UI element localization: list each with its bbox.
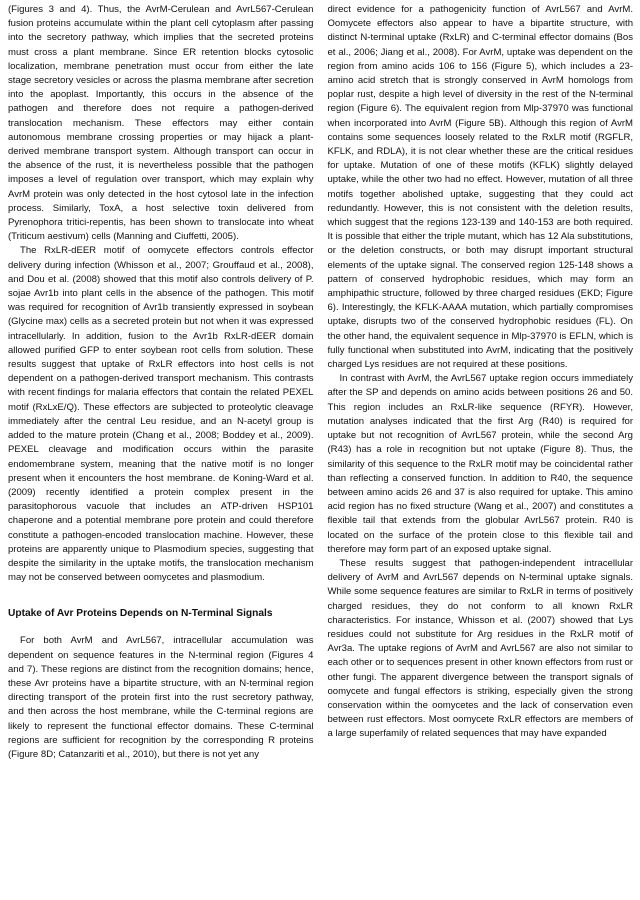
body-paragraph: In contrast with AvrM, the AvrL567 uptake region occurs immediately after the SP and depends on amino acids between positions 26 and 50. This region includes an RxLR-like sequence (RFYR). However, mutation analyses indicated that the first Arg (R40) is required for uptake but not recognition of AvrL567 protein, while the second Arg (R43) has a role in recognition but not uptake (Figure 8). Thus, the similarity of this sequence to the RxLR motif may be coincidental rather than reflecting a conserved function. In addition to R40, the sequence between amino acids 26 and 37 is also required for uptake. This amino acid region has no fixed structure (Wang et al., 2007) and constitutes a flexible tail that extends from the globular AvrL567 protein. R40 is located on the surface of the protein close to this flexible tail and therefore may form part of an exposed uptake signal. — [327, 373, 633, 555]
body-paragraph: (Figures 3 and 4). Thus, the AvrM-Cerulean and AvrL567-Cerulean fusion proteins accumulate within the plant cell cytoplasm after passing into the secretory pathway, which implies that the secreted proteins must cross a plant membrane. Since ER retention blocks cytosolic localization, membrane penetration must occur from either the late stage secretory vesicles or across the plasma membrane after secretion into the apoplast. Importantly, this occurs in the absence of the pathogen and therefore does not require a pathogen-derived translocation mechanism. These effectors may either contain autonomous membrane crossing properties or may hijack a plant-derived membrane transport system. Although transport can occur in the absence of the rust, it is nevertheless possible that the pathogen imposes a level of regulation over transport, which may explain why AvrM protein was only detected in the host cytosol late in the infection process. Similarly, ToxA, a host selective toxin delivered from Pyrenophora tritici-repentis, has been shown to translocate into wheat (Triticum aestivum) cells (Manning and Ciuffetti, 2005). — [8, 4, 314, 243]
right-column — [328, 3, 634, 900]
body-paragraph: These results suggest that pathogen-independent intracellular delivery of AvrM and AvrL567 depends on N-terminal uptake signals. While some sequence features are similar to RxLR in terms of positively charged residues, they do not conform to all known RxLR characteristics. For instance, Whisson et al. (2007) showed that Lys residues could not substitute for Arg residues in the RxLR motif of Avr3a. The uptake regions of AvrM and AvrL567 are also not similar to each other or to sequences present in other known effectors from rust or other fungi. The apparent divergence between the transport signals of oomycete and fungal effectors is striking, especially given the strong conservation within the oomycetes and the lack of conservation even between rust effectors. Most oomycete RxLR effectors are members of a large superfamily of related sequences that may have expanded — [327, 557, 633, 740]
section-heading: Uptake of Avr Proteins Depends on N-Terminal Signals — [8, 608, 273, 620]
body-paragraph: For both AvrM and AvrL567, intracellular accumulation was dependent on sequence features in the N-terminal region (Figures 4 and 7). These regions are distinct from the recognition domains; hence, these Avr proteins have a bipartite structure, with an N-terminal region directing transport of the protein first into the rust secretory pathway, and then across the host membrane, while the C-terminal regions are likely to represent the functional effector domains. These C-terminal regions are sufficient for recognition by the corresponding R proteins (Figure 8D; Catanzariti et al., 2010), but there is not yet any — [8, 635, 314, 760]
body-paragraph: direct evidence for a pathogenicity function of AvrL567 and AvrM. Oomycete effectors also appear to have a bipartite structure, with distinct N-terminal uptake (RxLR) and C-terminal effector domains (Bos et al., 2006; Jiang et al., 2008). For AvrM, uptake was dependent on the region from amino acids 106 to 156 (Figure 5), which includes a 23-amino acid stretch that is strongly conserved in AvrM homologs from poplar rust, despite a high level of diversity in the rest of the N-terminal region (Figure 6). The equivalent region from Mlp-37970 was functional when incorporated into AvrM (Figure 5B). Although this region of AvrM contains some sequences loosely related to the RxLR motif (RGFLR, KFLK, and RDLA), it is not clear whether these are the critical residues for uptake. Mutation of one of these motifs (KFLK) slightly delayed uptake, while the other two had no effect. However, mutation of all three motifs together abolished uptake, suggesting that they could act redundantly. However, this is not consistent with the deletion results, which suggest that the regions 123-139 and 140-153 are both required. It is possible that either the triple mutant, which has 12 Ala substitutions, or the deletion constructs, or both may disrupt important structural elements of the uptake signal. The conserved region 125-148 shows a pattern of conserved hydrophobic residues, which may form an amphipathic structure, followed by three charged residues (EKD; Figure 6). Interestingly, the KFLK-AAAA mutation, which partially compromises uptake, disrupts two of the conserved hydrophobic residues (FL). On the other hand, the equivalent sequence in Mlp-37970 is EFLN, which is fully functional when substituted into AvrM, indicating that the positively charged Lys residues are not required at these positions. — [327, 4, 633, 371]
body-paragraph: The RxLR-dEER motif of oomycete effectors controls effector delivery during infection (Whisson et al., 2007; Grouffaud et al., 2008), and Dou et al. (2008) showed that this motif also controls delivery of P. sojae Avr1b into plant cells in the absence of the pathogen. This motif was required for recognition of Avr1b transiently expressed in soybean (Glycine max) cells as a secreted protein but not when it was expressed intracellularly. In addition, fusion to the Avr1b RxLR-dEER domain allowed purified GFP to enter soybean root cells from solution. These results suggest that uptake of RxLR effectors into host cells is not dependent on a pathogen-derived transport mechanism. This contrasts with recent findings for malaria effectors that contain the related PEXEL motif (RxLxE/Q). These effectors are subjected to proteolytic cleavage immediately after the central Leu residue, and an N-acetyl group is added to the mature protein (Chang et al., 2008; Boddey et al., 2009). PEXEL cleavage and modification occurs within the parasite endomembrane system, meaning that the native motif is no longer present when it encounters the host membrane. de Koning-Ward et al. (2009) recently identified a protein complex present in the parasitophorous vacuole that includes an ATP-driven HSP101 chaperone and a potential membrane pore protein and could therefore constitute a pathogen-encoded translocation machine. However, these proteins are apparently unique to Plasmodium species, suggesting that despite the similarity in the uptake motifs, the translocation mechanism may not be conserved between oomycetes and plasmodium. — [8, 245, 314, 584]
left-column — [8, 3, 314, 900]
